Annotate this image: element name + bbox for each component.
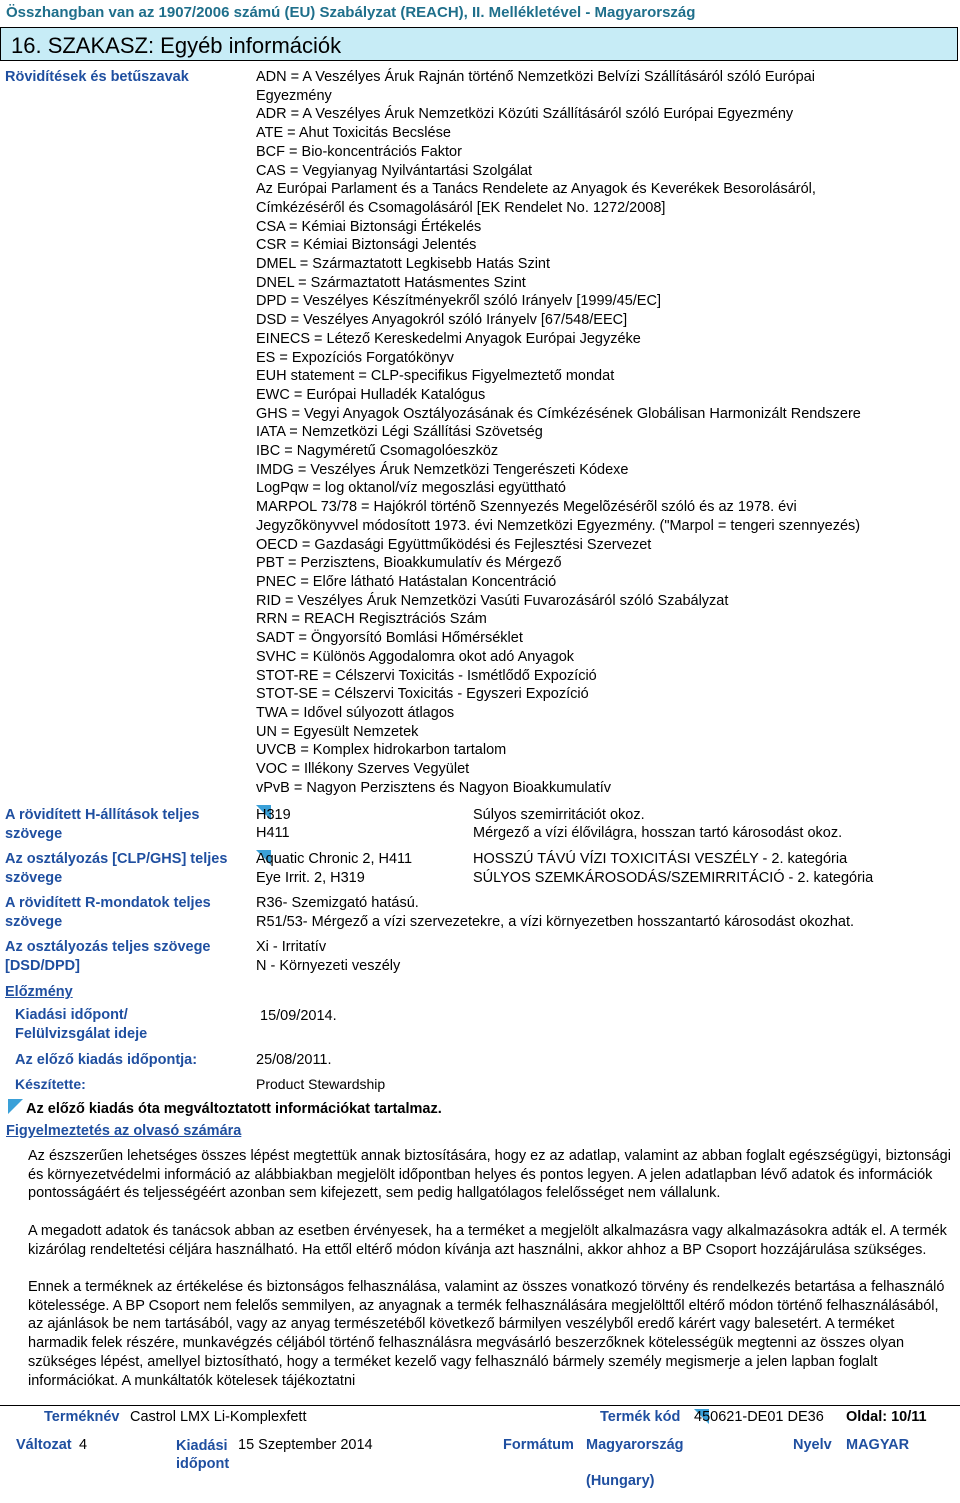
footer-issue-value: 15 Szeptember 2014: [238, 1437, 373, 1453]
footer-version-label: Változat: [16, 1437, 72, 1453]
label-r-phrases: A rövidített R-mondatok teljes szövege: [5, 895, 211, 930]
dsd-class-1: Xi - Irritatív: [256, 939, 327, 955]
abbreviation-line: RID = Veszélyes Áruk Nemzetközi Vasúti Fuvarozásáról szóló Szabályzat: [256, 592, 729, 609]
abbreviation-line: STOT-SE = Célszervi Toxicitás - Egyszeri Expozíció: [256, 686, 589, 703]
label-dsd-classification: Az osztályozás teljes szövege [DSD/DPD]: [5, 939, 211, 974]
abbreviation-line: TWA = Idővel súlyozott átlagos: [256, 704, 455, 721]
abbreviation-line: IBC = Nagyméretű Csomagolóeszköz: [256, 443, 499, 460]
abbreviation-line: DSD = Veszélyes Anyagokról szóló Irányelv [67/548/EEC]: [256, 312, 628, 329]
abbreviation-line: STOT-RE = Célszervi Toxicitás - Ismétlődő Expozíció: [256, 667, 597, 684]
footer-format-label: Formátum: [503, 1437, 574, 1453]
issue-date-value: 15/09/2014.: [260, 1008, 337, 1024]
abbreviation-line: ADN = A Veszélyes Áruk Rajnán történő Nemzetközi Belvízi Szállításáról szóló Európai: [256, 69, 815, 85]
abbreviation-line: IATA = Nemzetközi Légi Szállítási Szövetség: [256, 424, 543, 441]
footer-page: Oldal: 10/11: [846, 1409, 927, 1425]
abbreviation-line: DMEL = Származtatott Legkisebb Hatás Szint: [256, 256, 551, 273]
abbreviation-line: SVHC = Különös Aggodalomra okot adó Anyagok: [256, 648, 575, 665]
abbreviation-line: EINECS = Létező Kereskedelmi Anyagok Európai Jegyzéke: [256, 330, 641, 347]
abbreviation-line: vPvB = Nagyon Perzisztens és Nagyon Bioakkumulatív: [256, 779, 612, 796]
footer-format-value: Magyarország: [586, 1437, 684, 1453]
abbreviation-line: OECD = Gazdasági Együttműködési és Fejlesztési Szervezet: [256, 536, 652, 553]
abbreviation-line: MARPOL 73/78 = Hajókról történõ Szennyezés Megelõzésérõl szóló és az 1978. évi: [256, 499, 797, 516]
label-prepared-by: Készítette:: [15, 1076, 86, 1092]
abbreviation-line: Jegyzõkönyvvel módosított 1973. évi Nemzetközi Egyezmény. ("Marpol = tengeri szennyezés): [256, 517, 861, 534]
abbreviation-line: GHS = Vegyi Anyagok Osztályozásának és Címkézésének Globálisan Harmonizált Rendszere: [256, 405, 861, 422]
footer-code-label: Termék kód: [600, 1409, 681, 1425]
clp-text-2: SÚLYOS SZEMKÁROSODÁS/SZEMIRRITÁCIÓ - 2. kategória: [473, 870, 874, 886]
h-text-1: Súlyos szemirritációt okoz.: [473, 807, 645, 823]
abbreviation-line: Címkézéséről és Csomagolásáról [EK Rendelet No. 1272/2008]: [256, 199, 666, 216]
footer-format-sub: (Hungary): [586, 1473, 655, 1489]
abbreviation-line: DNEL = Származtatott Hatásmentes Szint: [256, 274, 526, 291]
abbreviation-line: UN = Egyesült Nemzetek: [256, 723, 419, 740]
h-code-2: H411: [256, 825, 290, 841]
h-code-1: H319: [256, 807, 291, 823]
change-marker-icon: [8, 1099, 23, 1114]
previous-issue-value: 25/08/2011.: [256, 1052, 332, 1068]
reader-paragraph-2: A megadott adatok és tanácsok abban az esetben érvényesek, ha a terméket a megjelölt alkalmazásra vagy alkalmazásokra adták el. A termék kizárólag rendeltetési céljára használható. Ha ettől eltérő módon kívánja azt használni, akkor ahhoz a BP Csoport hozzájárulása szükséges.: [28, 1223, 947, 1258]
clp-code-1: Aquatic Chronic 2, H411: [256, 851, 413, 867]
footer-language-value: MAGYAR: [846, 1437, 910, 1453]
section-title: 16. SZAKASZ: Egyéb információk: [11, 33, 342, 58]
footer-product-label: Terméknév: [44, 1409, 120, 1425]
abbreviation-line: LogPqw = log oktanol/víz megoszlási együttható: [256, 480, 566, 497]
r-phrase-1: R36- Szemizgató hatású.: [256, 895, 419, 911]
clp-text-1: HOSSZÚ TÁVÚ VÍZI TOXICITÁSI VESZÉLY - 2. kategória: [473, 851, 848, 867]
abbreviation-line: SADT = Öngyorsító Bomlási Hőmérséklet: [256, 630, 523, 647]
abbreviation-line: Egyezmény: [256, 87, 332, 104]
abbreviation-line: UVCB = Komplex hidrokarbon tartalom: [256, 742, 507, 759]
footer-version-value: 4: [79, 1437, 88, 1453]
abbreviation-line: EWC = Európai Hulladék Katalógus: [256, 386, 486, 403]
document-title: Összhangban van az 1907/2006 számú (EU) Szabályzat (REACH), II. Mellékletével - Magyarország: [6, 4, 696, 21]
label-abbreviations: Rövidítések és betűszavak: [5, 69, 189, 85]
r-phrase-2: R51/53- Mérgező a vízi szervezetekre, a vízi környezetben hosszantartó károsodást okozhat.: [256, 914, 855, 930]
abbreviation-list: [256, 68, 861, 797]
abbreviation-line: CSR = Kémiai Biztonsági Jelentés: [256, 237, 477, 254]
dsd-class-2: N - Környezeti veszély: [256, 958, 401, 974]
reader-paragraph-1: Az észszerűen lehetséges összes lépést megtettük annak biztosítására, hogy ez az adatlap, valamint az abban foglalt egészségügyi, biztonsági és környezetvédelmi információ az alábbiakban megjelölt időpontban helyes és pontos legyen. A jelen adatlapban lévő adatok és információk pontosságáért és teljességéért azonban sem kifejezett, sem pedig hallgatólagos felelősséget nem vállalunk.: [28, 1148, 951, 1202]
label-history: Előzmény: [5, 984, 73, 1000]
abbreviation-line: BCF = Bio-koncentrációs Faktor: [256, 143, 462, 160]
abbreviation-line: ES = Expozíciós Forgatókönyv: [256, 349, 454, 366]
abbreviation-line: PNEC = Előre látható Hatástalan Koncentráció: [256, 573, 557, 590]
abbreviation-line: CAS = Vegyianyag Nyilvántartási Szolgálat: [256, 162, 533, 179]
footer-code-value: 450621-DE01 DE36: [694, 1409, 824, 1425]
footer-issue-label: Kiadási időpont: [176, 1438, 230, 1472]
footer-language-label: Nyelv: [793, 1437, 832, 1453]
abbreviation-line: Az Európai Parlament és a Tanács Rendelete az Anyagok és Keverékek Besorolásáról,: [256, 181, 816, 198]
prepared-by-value: Product Stewardship: [256, 1076, 386, 1092]
reader-paragraph-3: Ennek a terméknek az értékelése és biztonságos felhasználása, valamint az összes vonatkozó törvény és rendelkezés betartása a felhasználó kötelessége. A BP Csoport nem felelős semmilyen, az anyagnak a termék felhasználására megjelölttől eltérő módon történő felhasználásából, az ajánlások be nem tartásából, vagy az anyag természetéből következő bármilyen veszélyből eredő kárért vagy balesetért. A terméket harmadik felek részére, munkavégzés céljából történő felhasználásra megvásárló beszerzőknek kötelességük megtenni az összes olyan szükséges lépést, amellyel biztosítható, hogy a terméket kezelő vagy felhasználó bármely személy megismerje a jelen lapban foglalt információkat. A munkáltatók kötelesek tájékoztatni: [28, 1279, 945, 1389]
label-issue-date: Kiadási időpont/ Felülvizsgálat ideje: [15, 1007, 148, 1042]
abbreviation-line: RRN = REACH Regisztrációs Szám: [256, 611, 487, 628]
change-notice: Az előző kiadás óta megváltoztatott információkat tartalmaz.: [26, 1101, 442, 1117]
clp-code-2: Eye Irrit. 2, H319: [256, 870, 365, 886]
abbreviation-line: CSA = Kémiai Biztonsági Értékelés: [256, 218, 482, 235]
label-previous-issue: Az előző kiadás időpontja:: [15, 1052, 198, 1068]
abbreviation-line: ATE = Ahut Toxicitás Becslése: [256, 125, 451, 142]
abbreviation-line: ADR = A Veszélyes Áruk Nemzetközi Közúti Szállításáról szóló Európai Egyezmény: [256, 106, 794, 123]
h-text-2: Mérgező a vízi élővilágra, hosszan tartó károsodást okoz.: [473, 825, 843, 841]
label-clp-classification: Az osztályozás [CLP/GHS] teljes szövege: [5, 851, 228, 886]
footer-product-value: Castrol LMX Li-Komplexfett: [130, 1409, 307, 1425]
abbreviation-line: DPD = Veszélyes Készítményekről szóló Irányelv [1999/45/EC]: [256, 293, 661, 310]
label-reader-notice: Figyelmeztetés az olvasó számára: [6, 1123, 242, 1139]
abbreviation-line: EUH statement = CLP-specifikus Figyelmeztető mondat: [256, 368, 615, 385]
label-h-statements: A rövidített H-állítások teljes szövege: [5, 807, 200, 842]
section-header: [0, 27, 958, 61]
footer-divider: [0, 1405, 960, 1406]
abbreviation-line: IMDG = Veszélyes Áruk Nemzetközi Tengerészeti Kódexe: [256, 461, 629, 478]
abbreviation-line: VOC = Illékony Szerves Vegyület: [256, 761, 470, 778]
abbreviation-line: PBT = Perzisztens, Bioakkumulatív és Mérgező: [256, 555, 562, 572]
